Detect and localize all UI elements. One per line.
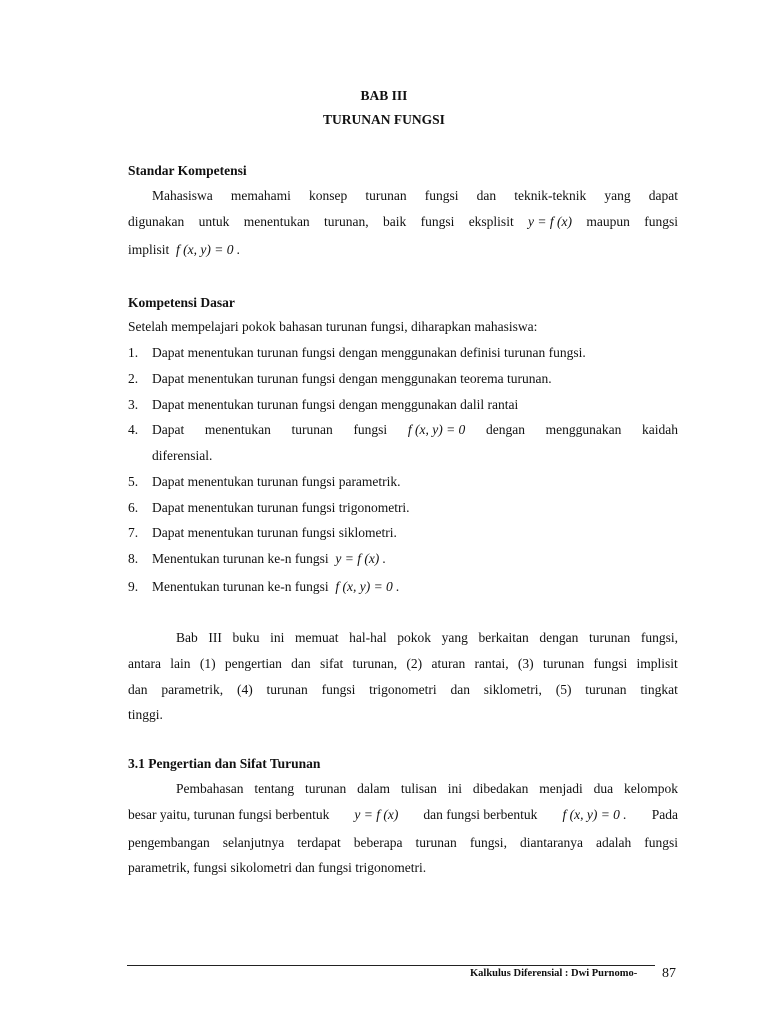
standar-line-2-word: fungsi xyxy=(644,214,678,229)
section-line-3 xyxy=(128,834,678,852)
overview-line-2-word: antara xyxy=(128,656,161,671)
list-item-number: 7. xyxy=(128,525,139,540)
overview-line-1-word: buku xyxy=(232,630,260,645)
overview-line-2-word: (2) xyxy=(406,656,423,671)
list-item-eq: y = f (x) . xyxy=(335,551,387,566)
list-item-word: turunan xyxy=(291,422,333,437)
list-item-number: 5. xyxy=(128,474,139,489)
chapter-label: BAB III xyxy=(360,88,408,103)
list-item-number: 3. xyxy=(128,397,139,412)
overview-line-3-word: tingkat xyxy=(640,682,678,697)
section-line-2 xyxy=(128,806,678,824)
list-item xyxy=(152,421,678,439)
section-line-1 xyxy=(176,780,678,798)
standar-line-3-text: implisit xyxy=(128,242,170,257)
section-line-3-word: fungsi, xyxy=(469,835,507,850)
section-line-3-word: pengembangan xyxy=(128,835,210,850)
overview-line-3 xyxy=(128,681,678,699)
overview-line-3-word: fungsi xyxy=(321,682,356,697)
list-item-eq: f (x, y) = 0 . xyxy=(335,579,400,594)
standar-line-1-word: dan xyxy=(476,188,497,203)
standar-line-2-word: menentukan xyxy=(243,214,310,229)
section-line-1-word: tentang xyxy=(254,781,295,796)
overview-line-2-word: sifat xyxy=(319,656,344,671)
overview-line-1-word: fungsi, xyxy=(640,630,678,645)
list-item xyxy=(152,550,678,568)
section-line-3-word: fungsi xyxy=(644,835,678,850)
section-line-4: parametrik, fungsi sikolometri dan fungsi trigonometri. xyxy=(128,860,427,875)
overview-line-1-word: Bab xyxy=(176,630,198,645)
overview-line-1-word: hal-hal xyxy=(349,630,387,645)
list-item-word: Dapat xyxy=(152,422,185,437)
overview-line-4: tinggi. xyxy=(128,707,163,722)
overview-line-3-word: dan xyxy=(450,682,470,697)
standar-line-1-word: konsep xyxy=(308,188,348,203)
standar-line-1-word: fungsi xyxy=(424,188,459,203)
explicit-eq: y = f (x) xyxy=(528,214,573,229)
overview-line-2-word: turunan xyxy=(542,656,585,671)
list-item-number: 9. xyxy=(128,579,139,594)
overview-line-3-word: (4) xyxy=(236,682,253,697)
section-line-1-word: kelompok xyxy=(623,781,678,796)
list-item xyxy=(152,578,678,596)
overview-line-2-word: implisit xyxy=(636,656,678,671)
overview-line-2-word: pengertian xyxy=(224,656,282,671)
standar-line-1-word: dapat xyxy=(648,188,678,203)
overview-line-1 xyxy=(176,629,678,647)
list-item xyxy=(152,524,678,542)
standar-line-2-word: maupun xyxy=(586,214,630,229)
overview-line-3-word: trigonometri xyxy=(369,682,437,697)
standar-line-2-word: digunakan xyxy=(128,214,185,229)
chapter-title: TURUNAN FUNGSI xyxy=(323,112,445,127)
standar-line-1-word: teknik-teknik xyxy=(514,188,587,203)
list-item-number: 6. xyxy=(128,500,139,515)
list-item xyxy=(152,344,678,362)
overview-line-2-word: rantai, xyxy=(474,656,509,671)
overview-line-1-word: memuat xyxy=(295,630,339,645)
list-item-word: fungsi xyxy=(353,422,388,437)
list-item-text: Dapat menentukan turunan fungsi trigonometri. xyxy=(152,500,410,515)
list-item xyxy=(152,499,678,517)
overview-line-2-word: (1) xyxy=(199,656,216,671)
list-item-text: Dapat menentukan turunan fungsi parametrik. xyxy=(152,474,401,489)
section-line-1-word: dibedakan xyxy=(472,781,529,796)
standar-line-2-word: baik xyxy=(383,214,407,229)
overview-line-1-word: pokok xyxy=(397,630,431,645)
standar-line-1-word: Mahasiswa xyxy=(152,188,213,203)
overview-line-1-word: turunan xyxy=(588,630,631,645)
standar-line-2-word: fungsi xyxy=(420,214,455,229)
overview-line-1-word: III xyxy=(208,630,222,645)
section-line-3-word: turunan xyxy=(415,835,457,850)
section-line-1-word: Pembahasan xyxy=(176,781,244,796)
implicit-eq: f (x, y) = 0 . xyxy=(176,242,241,257)
list-item xyxy=(152,370,678,388)
section-line-1-word: menjadi xyxy=(539,781,583,796)
list-item xyxy=(152,473,678,491)
section-line-1-word: dua xyxy=(593,781,614,796)
footer-rule xyxy=(127,965,655,966)
standar-line-2-word: untuk xyxy=(198,214,230,229)
list-item-text: Dapat menentukan turunan fungsi dengan menggunakan teorema turunan. xyxy=(152,371,552,386)
section-line-2-a: besar yaitu, turunan fungsi berbentuk xyxy=(128,807,330,822)
section-line-3-word: diantaranya xyxy=(519,835,583,850)
overview-line-1-word: berkaitan xyxy=(478,630,529,645)
list-item-number: 2. xyxy=(128,371,139,386)
section-line-2-b: dan fungsi berbentuk xyxy=(423,807,538,822)
overview-line-1-word: dengan xyxy=(539,630,579,645)
standar-line-2-word: eksplisit xyxy=(468,214,514,229)
list-item-word: kaidah xyxy=(642,422,678,437)
standar-line-2-word: turunan, xyxy=(324,214,369,229)
standar-heading: Standar Kompetensi xyxy=(128,163,247,178)
overview-line-2-word: aturan xyxy=(431,656,466,671)
footer-text: Kalkulus Diferensial : Dwi Purnomo- xyxy=(470,968,638,979)
overview-line-2 xyxy=(128,655,678,673)
list-item-number: 8. xyxy=(128,551,139,566)
list-item-text: Dapat menentukan turunan fungsi dengan menggunakan definisi turunan fungsi. xyxy=(152,345,586,360)
standar-line-1-word: turunan xyxy=(365,188,407,203)
dasar-intro: Setelah mempelajari pokok bahasan turunan fungsi, diharapkan mahasiswa: xyxy=(128,319,538,334)
overview-line-2-word: fungsi xyxy=(593,656,628,671)
section-line-3-word: selanjutnya xyxy=(222,835,285,850)
list-item-text: Dapat menentukan turunan fungsi dengan menggunakan dalil rantai xyxy=(152,397,519,412)
section-line-2-c: Pada xyxy=(651,807,678,822)
list-item-number: 1. xyxy=(128,345,139,360)
list-item-text: Menentukan turunan ke-n fungsi xyxy=(152,551,329,566)
overview-line-3-word: turunan xyxy=(585,682,627,697)
list-item xyxy=(152,396,678,414)
overview-line-3-word: siklometri, xyxy=(483,682,542,697)
section-line-3-word: adalah xyxy=(595,835,632,850)
section-line-3-word: beberapa xyxy=(353,835,403,850)
overview-line-2-word: (3) xyxy=(517,656,534,671)
section-line-1-word: ini xyxy=(447,781,463,796)
standar-line-2 xyxy=(128,213,678,231)
standar-line-1 xyxy=(152,187,678,205)
overview-line-3-word: (5) xyxy=(555,682,572,697)
list-item-number: 4. xyxy=(128,422,139,437)
section-line-3-word: terdapat xyxy=(297,835,341,850)
dasar-heading: Kompetensi Dasar xyxy=(128,295,235,310)
list-item-word: dengan xyxy=(485,422,525,437)
list-item-continuation: diferensial. xyxy=(152,448,213,463)
standar-line-3 xyxy=(128,241,678,259)
section-line-1-word: turunan xyxy=(304,781,347,796)
explicit-eq: y = f (x) xyxy=(354,807,399,822)
implicit-eq-2: f (x, y) = 0 . xyxy=(562,807,627,822)
section-line-1-word: tulisan xyxy=(400,781,437,796)
list-item-word: menentukan xyxy=(204,422,271,437)
overview-line-1-word: ini xyxy=(270,630,285,645)
overview-line-2-word: lain xyxy=(170,656,191,671)
standar-line-1-word: memahami xyxy=(230,188,291,203)
overview-line-3-word: turunan xyxy=(266,682,308,697)
overview-line-2-word: dan xyxy=(291,656,311,671)
overview-line-3-word: parametrik, xyxy=(161,682,224,697)
implicit-eq: f (x, y) = 0 xyxy=(407,422,466,437)
list-item-text: Menentukan turunan ke-n fungsi xyxy=(152,579,329,594)
overview-line-1-word: yang xyxy=(441,630,468,645)
standar-line-1-word: yang xyxy=(604,188,631,203)
page-number: 87 xyxy=(662,966,676,981)
section-heading: 3.1 Pengertian dan Sifat Turunan xyxy=(128,756,321,771)
list-item-word: menggunakan xyxy=(545,422,622,437)
list-item-text: Dapat menentukan turunan fungsi siklometri. xyxy=(152,525,397,540)
overview-line-3-word: dan xyxy=(128,682,148,697)
section-line-1-word: dalam xyxy=(357,781,391,796)
overview-line-2-word: turunan, xyxy=(352,656,398,671)
